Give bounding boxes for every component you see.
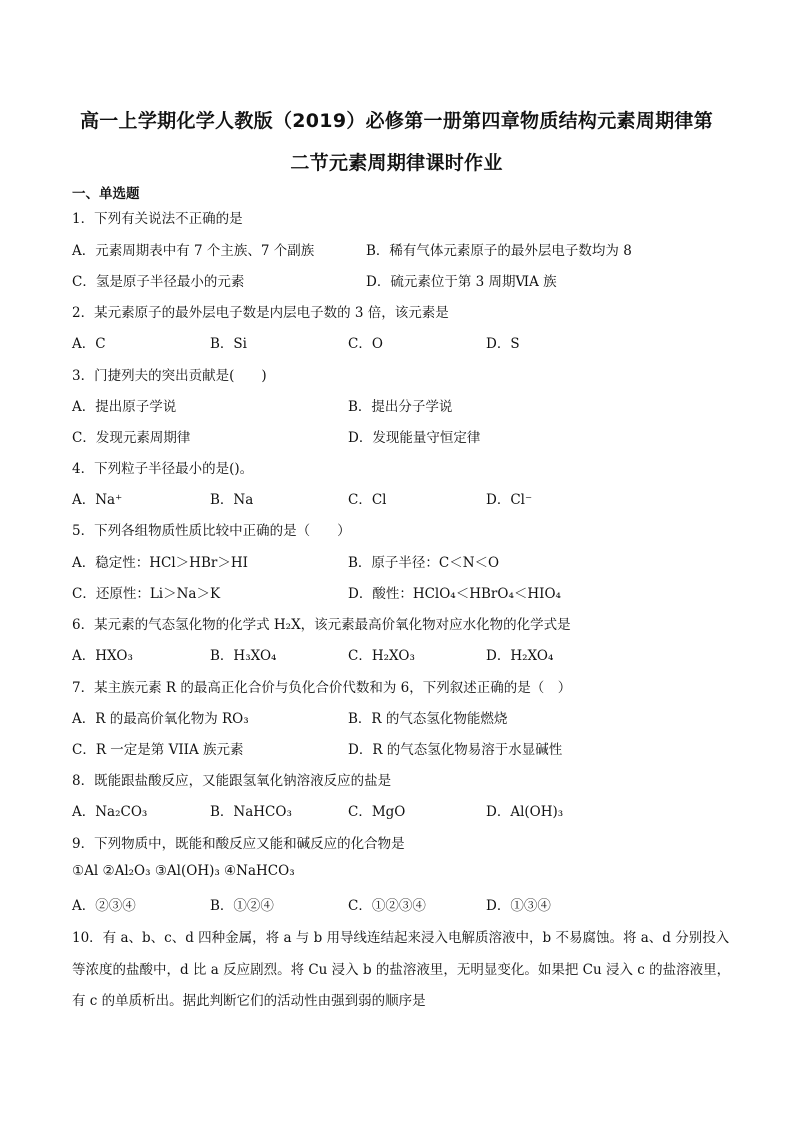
section-heading: 一、单选题 bbox=[72, 186, 140, 202]
question-5-option-c: C．还原性：Li＞Na＞K bbox=[72, 586, 221, 602]
question-1-stem: 1．下列有关说法不正确的是 bbox=[72, 211, 243, 227]
question-2-option-d: D．S bbox=[486, 336, 520, 352]
question-5-stem: 5．下列各组物质性质比较中正确的是（ ） bbox=[72, 523, 351, 539]
question-7-option-a: A．R 的最高价氧化物为 RO₃ bbox=[72, 711, 249, 727]
question-8-option-c: C．MgO bbox=[348, 804, 406, 820]
question-6-option-b: B．H₃XO₄ bbox=[210, 648, 277, 664]
question-1-option-c: C．氢是原子半径最小的元素 bbox=[72, 274, 245, 290]
question-8-option-d: D．Al(OH)₃ bbox=[486, 804, 564, 820]
question-4-option-a: A．Na⁺ bbox=[72, 492, 123, 508]
question-2-option-c: C．O bbox=[348, 336, 383, 352]
question-4-stem: 4．下列粒子半径最小的是()。 bbox=[72, 461, 254, 477]
question-8-option-a: A．Na₂CO₃ bbox=[72, 804, 148, 820]
page-title-line1: 高一上学期化学人教版（2019）必修第一册第四章物质结构元素周期律第 bbox=[79, 110, 714, 132]
question-5-option-b: B．原子半径：C＜N＜O bbox=[348, 555, 500, 571]
question-4-option-b: B．Na bbox=[210, 492, 254, 508]
question-8-option-b: B．NaHCO₃ bbox=[210, 804, 292, 820]
question-10-line-1: 10．有 a、b、c、d 四种金属，将 a 与 b 用导线连结起来浸入电解质溶液中，b 不易腐蚀。将 a、d 分别投入 bbox=[72, 930, 730, 946]
question-10-line-2: 等浓度的盐酸中，d 比 a 反应剧烈。将 Cu 浸入 b 的盐溶液里，无明显变化。如果把 Cu 浸入 c 的盐溶液里， bbox=[72, 962, 731, 978]
question-3-option-a: A．提出原子学说 bbox=[72, 399, 177, 415]
question-7-option-d: D．R 的气态氢化物易溶于水显碱性 bbox=[348, 742, 563, 758]
page-title-line2: 二节元素周期律课时作业 bbox=[290, 152, 503, 174]
question-7-stem: 7．某主族元素 R 的最高正化合价与负化合价代数和为 6，下列叙述正确的是（ ） bbox=[72, 680, 572, 696]
question-3-option-d: D．发现能量守恒定律 bbox=[348, 430, 481, 446]
question-6-stem: 6．某元素的气态氢化物的化学式 H₂X，该元素最高价氧化物对应水化物的化学式是 bbox=[72, 617, 571, 633]
question-1-option-a: A．元素周期表中有 7 个主族、7 个副族 bbox=[72, 243, 315, 259]
question-8-stem: 8．既能跟盐酸反应，又能跟氢氧化钠溶液反应的盐是 bbox=[72, 773, 392, 789]
question-4-option-d: D．Cl⁻ bbox=[486, 492, 533, 508]
question-4-option-c: C．Cl bbox=[348, 492, 387, 508]
question-9-option-d: D．①③④ bbox=[486, 898, 551, 914]
question-1-option-d: D．硫元素位于第 3 周期ⅥA 族 bbox=[366, 274, 557, 290]
question-3-option-b: B．提出分子学说 bbox=[348, 399, 453, 415]
question-9-option-a: A．②③④ bbox=[72, 898, 136, 914]
question-10-line-3: 有 c 的单质析出。据此判断它们的活动性由强到弱的顺序是 bbox=[72, 993, 426, 1009]
question-7-option-c: C．R 一定是第 VIIA 族元素 bbox=[72, 742, 244, 758]
question-6-option-d: D．H₂XO₄ bbox=[486, 648, 554, 664]
question-6-option-a: A．HXO₃ bbox=[72, 648, 133, 664]
question-9-stem: 9．下列物质中，既能和酸反应又能和碱反应的化合物是 bbox=[72, 836, 405, 852]
question-9-list: ①Al ②Al₂O₃ ③Al(OH)₃ ④NaHCO₃ bbox=[72, 863, 295, 879]
question-9-option-b: B．①②④ bbox=[210, 898, 274, 914]
question-3-stem: 3．门捷列夫的突出贡献是( ) bbox=[72, 368, 267, 384]
question-2-option-b: B．Si bbox=[210, 336, 247, 352]
question-5-option-d: D．酸性：HClO₄＜HBrO₄＜HIO₄ bbox=[348, 586, 561, 602]
question-6-option-c: C．H₂XO₃ bbox=[348, 648, 415, 664]
question-2-stem: 2．某元素原子的最外层电子数是内层电子数的 3 倍，该元素是 bbox=[72, 305, 449, 321]
question-9-option-c: C．①②③④ bbox=[348, 898, 426, 914]
question-3-option-c: C．发现元素周期律 bbox=[72, 430, 191, 446]
question-1-option-b: B．稀有气体元素原子的最外层电子数均为 8 bbox=[366, 243, 632, 259]
question-7-option-b: B．R 的气态氢化物能燃烧 bbox=[348, 711, 508, 727]
question-5-option-a: A．稳定性：HCl＞HBr＞HI bbox=[72, 555, 248, 571]
question-2-option-a: A．C bbox=[72, 336, 106, 352]
